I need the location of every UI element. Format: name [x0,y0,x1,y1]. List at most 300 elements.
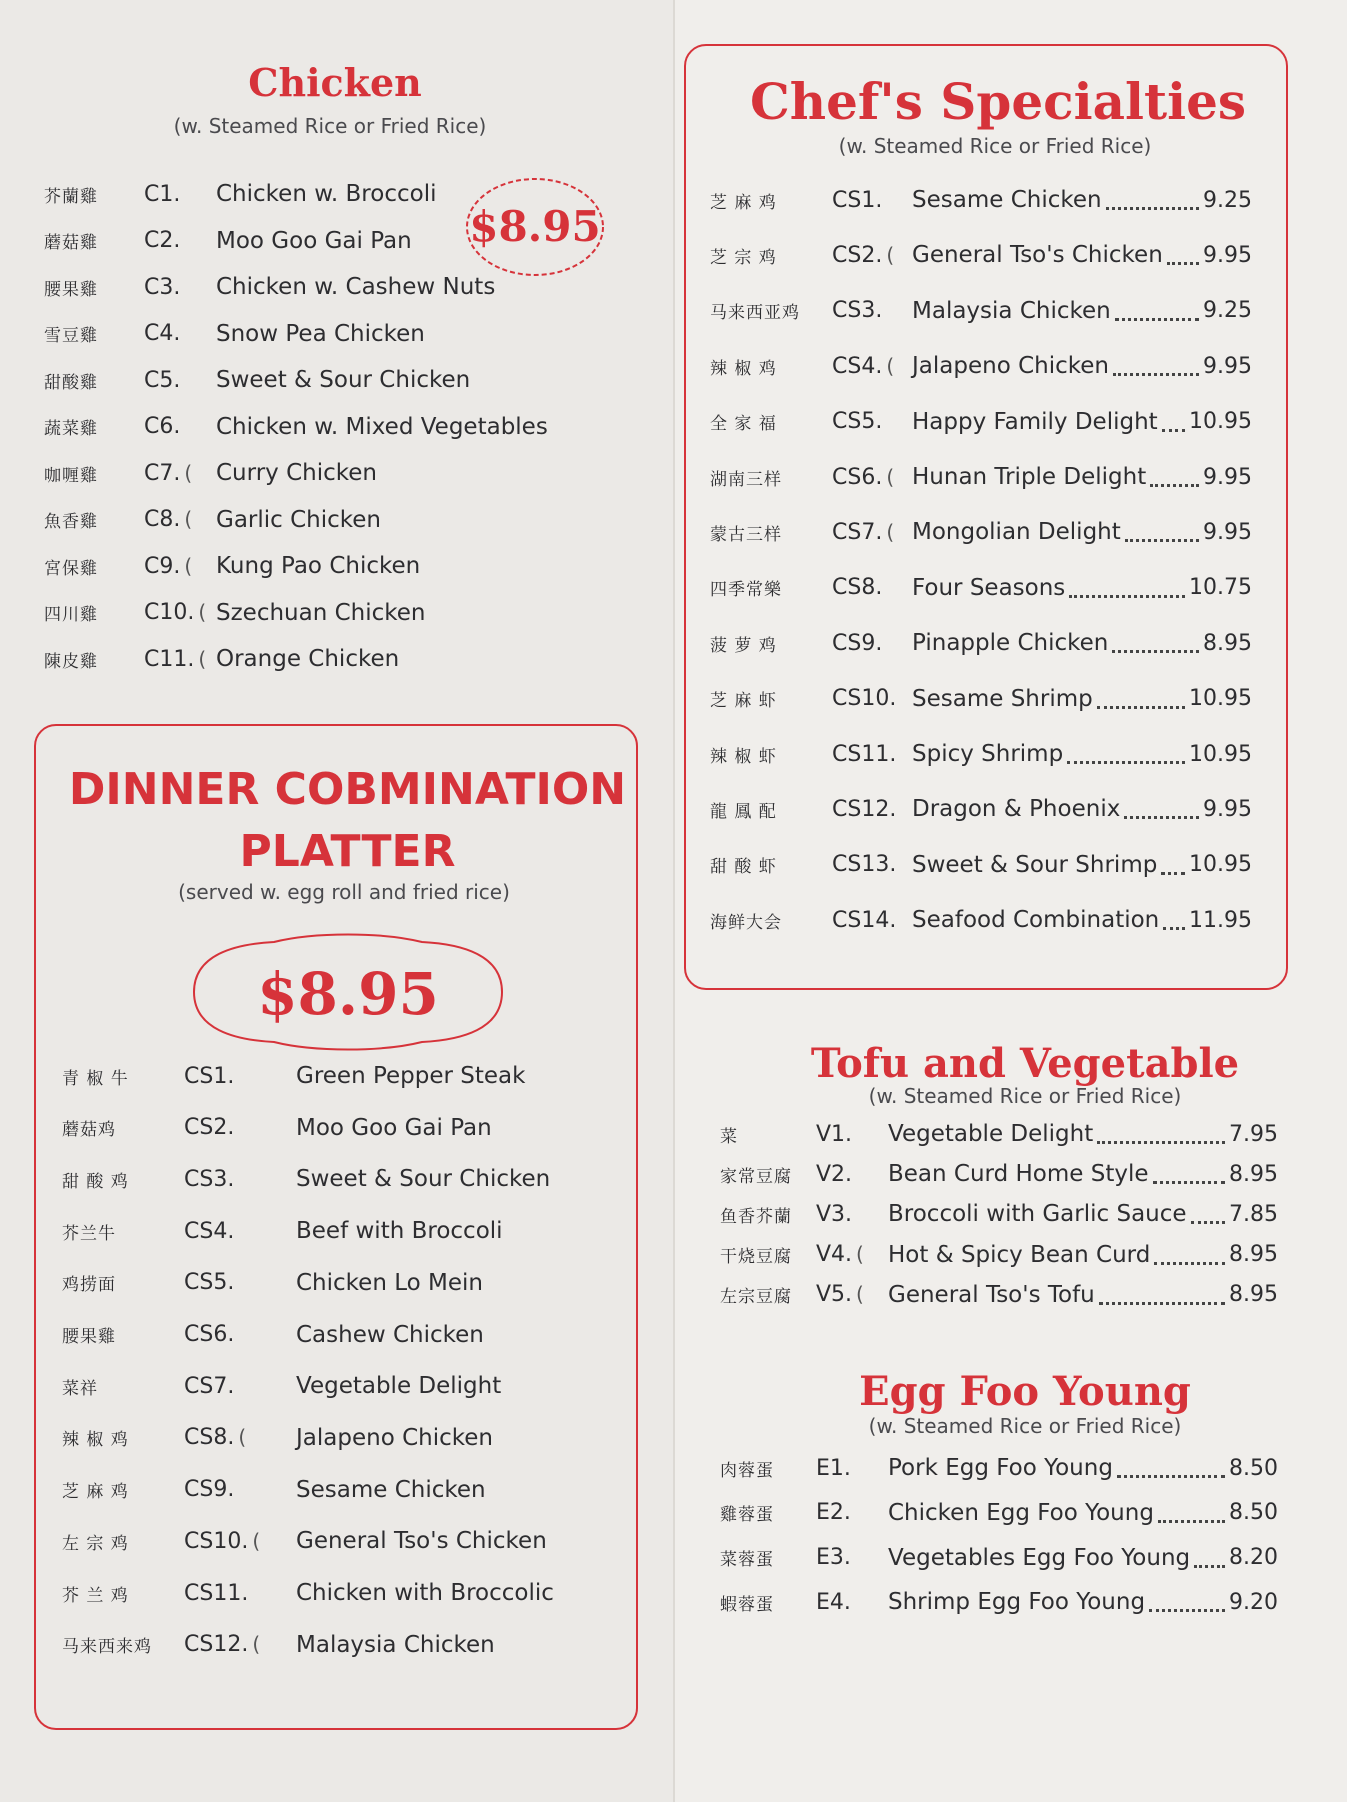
item-name: Broccoli with Garlic Sauce [888,1201,1187,1228]
item-name: Seafood Combination [912,907,1160,934]
item-code: CS8. [184,1425,235,1451]
item-code: C7. [144,460,181,486]
menu-item [720,1542,1278,1574]
spicy-marker: ( [886,519,895,544]
chinese-name: 腰果雞 [44,279,98,300]
spicy-marker: ( [198,600,207,624]
spicy-marker: ( [198,646,207,671]
item-name: Vegetable Delight [888,1121,1094,1147]
dot-leader [1113,373,1199,376]
chinese-name: 芥蘭雞 [44,186,98,207]
spicy-marker: ( [184,460,193,485]
item-price: 8.50 [1229,1500,1278,1526]
item-price: 8.95 [1229,1161,1278,1187]
item-code: CS7. [184,1373,235,1399]
spicy-marker: ( [252,1528,261,1553]
item-code: CS9. [184,1477,235,1503]
item-price: 10.95 [1189,852,1252,878]
item-code: V1. [816,1121,853,1147]
chinese-name: 辣 椒 鸡 [710,358,777,379]
item-code-wrap [184,1632,296,1657]
spicy-marker: ( [886,353,895,378]
item-name: Vegetable Delight [296,1373,502,1400]
item-code: V2. [816,1161,853,1187]
item-code-wrap [816,1242,888,1267]
dot-leader [1191,1221,1225,1224]
menu-item [710,184,1252,216]
menu-item [710,406,1252,438]
menu-item [44,643,399,675]
item-code: CS5. [184,1270,235,1296]
item-code: V4. [816,1242,853,1268]
dot-leader [1150,484,1199,487]
item-name: Four Seasons [912,574,1066,601]
dot-leader [1125,539,1199,542]
chinese-name: 蘑菇雞 [44,233,98,253]
item-name: Sesame Chicken [296,1476,486,1503]
item-price: 10.95 [1189,409,1252,435]
chinese-name: 湖南三样 [710,469,782,490]
menu-item [710,904,1252,936]
item-code: CS6. [832,464,883,490]
spicy-marker: ( [184,553,193,578]
menu-item [720,1452,1278,1484]
item-code-wrap [832,631,912,656]
chinese-name: 左 宗 鸡 [62,1533,129,1554]
dot-leader [1099,1302,1225,1305]
item-code-wrap [184,1270,296,1295]
menu-item [710,738,1252,770]
menu-item [710,572,1252,604]
dot-leader [1194,1565,1225,1568]
item-name: Mongolian Delight [912,519,1121,546]
item-name: Orange Chicken [216,646,400,672]
menu-item [44,457,377,489]
item-code: CS10. [832,686,897,712]
egg-subtitle: (w. Steamed Rice or Fried Rice) [868,1414,1182,1438]
menu-item [62,1525,547,1557]
item-price: 10.95 [1189,741,1252,767]
item-price: 10.75 [1189,575,1252,601]
item-name: Jalapeno Chicken [912,353,1109,380]
item-code: CS2. [832,242,883,268]
item-code-wrap [144,321,216,346]
item-price: 9.25 [1203,298,1252,324]
item-name: Kung Pao Chicken [216,553,421,579]
menu-item [62,1370,501,1402]
item-code-wrap [144,461,216,486]
item-name: Hunan Triple Delight [912,464,1147,490]
menu-item [44,318,425,350]
chinese-name: 腰果雞 [62,1327,116,1347]
item-code-wrap [832,797,912,822]
item-code: CS3. [832,298,883,324]
item-code: CS8. [832,575,883,601]
menu-item [720,1158,1278,1190]
spicy-marker: ( [856,1242,864,1267]
item-code: C9. [144,553,181,579]
tofu-subtitle: (w. Steamed Rice or Fried Rice) [868,1084,1182,1108]
item-name: Cashew Chicken [296,1321,484,1348]
item-code: CS4. [832,353,883,379]
chinese-name: 甜酸雞 [44,372,98,393]
spicy-marker: ( [886,242,895,267]
chinese-name: 全 家 福 [710,414,777,435]
chinese-name: 龍 鳳 配 [710,801,777,822]
chinese-name: 宮保雞 [44,558,98,579]
menu-item [720,1279,1278,1311]
item-code: C2. [144,228,181,253]
item-name: Sesame Shrimp [912,685,1093,712]
chinese-name: 菠 萝 鸡 [710,635,777,656]
menu-item [44,271,495,303]
chinese-name: 左宗豆腐 [720,1287,792,1308]
chinese-name: 四川雞 [44,605,98,625]
item-name: Chicken w. Broccoli [216,181,437,207]
chinese-name: 鸡捞面 [62,1275,116,1296]
chinese-name: 肉蓉蛋 [720,1460,774,1481]
item-code: CS6. [184,1322,235,1347]
item-name: Pork Egg Foo Young [888,1455,1113,1481]
item-code-wrap [184,1115,296,1140]
menu-item [710,516,1252,548]
chinese-name: 菜 [720,1126,738,1147]
item-code-wrap [816,1545,888,1570]
spicy-marker: ( [252,1632,261,1657]
item-name: Moo Goo Gai Pan [216,227,412,254]
item-code-wrap [832,298,912,323]
item-code-wrap [816,1282,888,1307]
chinese-name: 干烧豆腐 [720,1247,792,1268]
item-code-wrap [184,1425,296,1450]
menu-item [44,504,381,536]
item-code: C11. [144,646,195,672]
item-code-wrap [144,228,216,253]
item-name: Pinapple Chicken [912,630,1109,657]
item-code-wrap [832,852,912,877]
dot-leader [1067,761,1185,764]
item-price: 8.95 [1229,1282,1278,1308]
item-code: CS11. [184,1580,249,1606]
chinese-name: 雞蓉蛋 [720,1505,774,1526]
item-code: C4. [144,321,181,346]
chinese-name: 菜蓉蛋 [720,1550,774,1571]
item-code: E2. [816,1500,851,1526]
item-code-wrap [144,414,216,439]
menu-item [62,1474,486,1506]
dinner-price: $8.95 [257,960,439,1028]
chinese-name: 咖喱雞 [44,465,98,486]
item-name: Chicken w. Mixed Vegetables [216,413,548,440]
fold-line [673,0,675,1802]
item-code-wrap [816,1456,888,1481]
menu-item [44,225,412,257]
chinese-name: 四季常樂 [710,580,782,601]
item-code-wrap [184,1219,296,1244]
item-price: 10.95 [1189,686,1252,712]
chinese-name: 蔬菜雞 [44,419,98,439]
egg-title: Egg Foo Young [859,1368,1191,1415]
item-name: Chicken with Broccolic [296,1580,554,1606]
dot-leader [1163,927,1185,930]
menu-item [710,627,1252,659]
item-code: C6. [144,414,181,439]
chinese-name: 辣 椒 鸡 [62,1430,129,1451]
chinese-name: 芝 麻 虾 [710,691,777,712]
item-code: CS7. [832,519,883,545]
item-name: Dragon & Phoenix [912,796,1121,823]
spicy-marker: ( [886,464,895,489]
item-code-wrap [184,1322,296,1347]
item-code: C5. [144,367,181,393]
menu-item [720,1586,1278,1618]
item-code: E1. [816,1455,851,1481]
item-code-wrap [832,520,912,545]
item-code: CS12. [832,796,897,822]
menu-item [44,178,436,210]
item-code-wrap [816,1590,888,1615]
item-name: Szechuan Chicken [216,599,426,626]
item-code: CS3. [184,1166,235,1192]
item-price: 9.20 [1229,1589,1278,1615]
chinese-name: 蒙古三样 [710,524,782,545]
item-name: Malaysia Chicken [296,1631,495,1658]
item-name: Snow Pea Chicken [216,320,425,347]
item-name: Hot & Spicy Bean Curd [888,1241,1151,1268]
item-name: Malaysia Chicken [912,297,1111,324]
menu-item [710,849,1252,881]
dot-leader [1149,1609,1225,1612]
menu-item [44,364,470,396]
menu-item [62,1163,550,1195]
item-code-wrap [832,465,912,490]
tofu-title: Tofu and Vegetable [810,1040,1240,1087]
item-price: 11.95 [1189,907,1252,933]
chinese-name: 芝 麻 鸡 [62,1482,129,1503]
chicken-title: Chicken [248,60,422,105]
item-code: C1. [144,181,181,207]
chinese-name: 甜 酸 鸡 [62,1171,129,1192]
item-name: Sesame Chicken [912,187,1102,213]
dot-leader [1117,1475,1225,1478]
menu-item [720,1118,1278,1150]
chinese-name: 家常豆腐 [720,1166,792,1187]
item-code-wrap [184,1064,296,1089]
item-name: Beef with Broccoli [296,1218,503,1245]
item-code-wrap [184,1167,296,1192]
chinese-name: 甜 酸 虾 [710,857,777,878]
item-code: CS2. [184,1115,235,1141]
chinese-name: 马来西亚鸡 [710,303,800,324]
item-name: Vegetables Egg Foo Young [888,1544,1191,1571]
item-code: C3. [144,274,181,300]
menu-item [720,1497,1278,1529]
menu-item [44,550,420,582]
item-name: Green Pepper Steak [296,1063,526,1089]
dinner-title-line1: DINNER COBMINATION [68,764,627,815]
chef-title: Chef's Specialties [749,72,1247,131]
item-code-wrap [832,742,912,767]
chinese-name: 陳皮雞 [44,651,98,672]
item-code-wrap [832,243,912,268]
dot-leader [1167,262,1199,265]
menu-item [62,1060,525,1092]
item-code-wrap [144,507,216,532]
chinese-name: 海鲜大会 [710,912,782,933]
chinese-name: 芝 宗 鸡 [710,247,777,268]
item-price: 8.20 [1229,1545,1278,1571]
item-code: CS13. [832,852,897,878]
menu-item [62,1629,495,1661]
menu-item [710,350,1252,382]
chinese-name: 马来西来鸡 [62,1637,152,1658]
spicy-marker: ( [856,1282,864,1307]
menu-item [710,793,1252,825]
menu-item [62,1422,493,1454]
dot-leader [1115,318,1199,321]
chinese-name: 蘑菇鸡 [62,1120,116,1141]
chinese-name: 魚香雞 [44,512,98,532]
item-name: Chicken Lo Mein [296,1269,483,1296]
item-name: Bean Curd Home Style [888,1161,1149,1188]
item-name: General Tso's Chicken [296,1528,547,1555]
item-price: 9.95 [1203,796,1252,822]
dot-leader [1158,1520,1225,1523]
item-price: 7.85 [1229,1201,1278,1227]
menu-item [44,411,548,443]
item-code-wrap [144,600,216,625]
item-code: C8. [144,507,181,532]
item-name: Shrimp Egg Foo Young [888,1589,1146,1616]
item-code: V3. [816,1201,853,1227]
item-price: 7.95 [1229,1121,1278,1147]
item-code-wrap [184,1581,296,1606]
menu-item [710,295,1252,327]
item-code: CS5. [832,409,883,435]
chinese-name: 芥 兰 鸡 [62,1585,129,1606]
item-name: Chicken w. Cashew Nuts [216,274,496,300]
item-price: 8.95 [1203,630,1252,656]
item-code-wrap [144,554,216,579]
item-code: CS1. [832,187,883,213]
item-code-wrap [144,182,216,207]
item-code: V5. [816,1282,853,1308]
spicy-marker: ( [238,1425,247,1450]
dinner-subtitle: (served w. egg roll and fried rice) [178,880,510,904]
item-name: Sweet & Sour Shrimp [912,851,1158,878]
item-code-wrap [144,275,216,300]
item-code-wrap [816,1122,888,1147]
item-name: Moo Goo Gai Pan [296,1114,492,1141]
item-code-wrap [816,1162,888,1187]
menu-item [710,239,1252,271]
item-name: Spicy Shrimp [912,741,1064,767]
item-price: 8.95 [1229,1242,1278,1268]
item-code-wrap [832,409,912,434]
item-code-wrap [184,1529,296,1554]
item-code-wrap [832,354,912,379]
item-code: E3. [816,1545,851,1571]
item-code: C10. [144,600,195,625]
item-code: CS14. [832,907,897,933]
menu-item [710,683,1252,715]
dot-leader [1154,1262,1225,1265]
menu-item [720,1239,1278,1271]
menu-item [710,461,1252,493]
item-name: Jalapeno Chicken [296,1424,493,1451]
item-code: CS10. [184,1528,249,1554]
item-code-wrap [832,575,912,600]
item-code: CS12. [184,1632,249,1658]
item-name: General Tso's Chicken [912,242,1163,269]
item-code: CS9. [832,630,883,656]
item-code: CS11. [832,741,897,767]
item-name: Happy Family Delight [912,408,1158,435]
item-name: General Tso's Tofu [888,1281,1095,1308]
menu-item [62,1319,484,1351]
spicy-marker: ( [184,507,193,531]
chinese-name: 雪豆雞 [44,326,98,346]
item-code-wrap [816,1202,888,1227]
item-name: Chicken Egg Foo Young [888,1499,1154,1526]
dot-leader [1069,595,1185,598]
item-code-wrap [144,368,216,393]
item-name: Curry Chicken [216,460,377,486]
dot-leader [1112,650,1199,653]
menu-item [720,1198,1278,1230]
dot-leader [1161,872,1185,875]
item-code-wrap [832,188,912,213]
item-code: CS4. [184,1218,235,1244]
dot-leader [1124,816,1199,819]
dinner-title-line2: PLATTER [239,826,456,877]
item-code-wrap [832,686,912,711]
item-code-wrap [816,1500,888,1525]
chinese-name: 菜祥 [62,1378,98,1399]
item-price: 9.25 [1203,187,1252,213]
dot-leader [1106,207,1199,210]
chinese-name: 辣 椒 虾 [710,746,777,767]
chinese-name: 芝 麻 鸡 [710,192,777,213]
item-name: Sweet & Sour Chicken [296,1166,551,1193]
chinese-name: 蝦蓉蛋 [720,1594,774,1615]
dot-leader [1162,429,1185,432]
chef-subtitle: (w. Steamed Rice or Fried Rice) [838,134,1152,158]
item-code: CS1. [184,1063,235,1089]
item-code-wrap [832,908,912,933]
menu-item [62,1267,483,1299]
item-price: 9.95 [1203,353,1252,379]
chinese-name: 青 椒 牛 [62,1068,129,1089]
item-price: 9.95 [1203,464,1252,490]
item-code: E4. [816,1589,851,1615]
chinese-name: 芥兰牛 [62,1223,116,1244]
item-price: 8.50 [1229,1455,1278,1481]
item-price: 9.95 [1203,242,1252,268]
item-price: 9.95 [1203,519,1252,545]
dot-leader [1153,1181,1226,1184]
menu-item [62,1215,503,1247]
menu-item [62,1577,554,1609]
dot-leader [1097,1141,1225,1144]
item-name: Sweet & Sour Chicken [216,367,471,393]
item-code-wrap [184,1374,296,1399]
chicken-price: $8.95 [469,202,601,251]
menu-item [62,1112,492,1144]
item-code-wrap [184,1477,296,1502]
item-code-wrap [144,647,216,672]
chinese-name: 鱼香芥蘭 [720,1206,792,1227]
